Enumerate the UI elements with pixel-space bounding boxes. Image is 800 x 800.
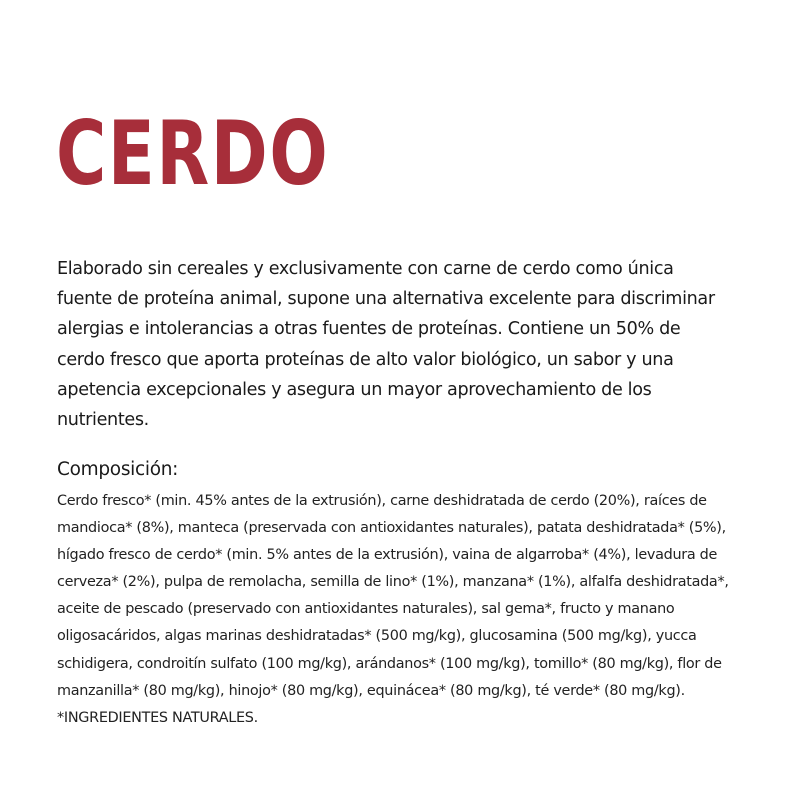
- intro-line: cerdo fresco que aporta proteínas de alto valor biológico, un sabor y una: [57, 349, 674, 370]
- composition-heading: Composición:: [57, 459, 179, 480]
- intro-line: Elaborado sin cereales y exclusivamente con carne de cerdo como única: [57, 259, 674, 279]
- intro-line: nutrientes.: [57, 410, 149, 431]
- intro-paragraph: [57, 254, 757, 435]
- natural-ingredients-note: *INGREDIENTES NATURALES.: [57, 709, 258, 726]
- composition-text: [57, 488, 757, 732]
- intro-line: fuente de proteína animal, supone una alternativa excelente para discriminar: [57, 289, 715, 310]
- composition-line: aceite de pescado (preservado con antioxidantes naturales), sal gema*, fructo y manano: [57, 601, 675, 618]
- intro-line: apetencia excepcionales y asegura un mayor aprovechamiento de los: [57, 379, 652, 400]
- composition-line: cerveza* (2%), pulpa de remolacha, semilla de lino* (1%), manzana* (1%), alfalfa deshidratada*,: [57, 574, 729, 591]
- intro-line: alergias e intolerancias a otras fuentes de proteínas. Contiene un 50% de: [57, 319, 681, 340]
- composition-line: schidigera, condroitín sulfato (100 mg/kg), arándanos* (100 mg/kg), tomillo* (80 mg/kg), flor de: [57, 655, 722, 672]
- composition-line: manzanilla* (80 mg/kg), hinojo* (80 mg/kg), equinácea* (80 mg/kg), té verde* (80 mg/kg).: [57, 682, 685, 699]
- page-title: CERDO: [56, 102, 330, 205]
- composition-line: Cerdo fresco* (min. 45% antes de la extrusión), carne deshidratada de cerdo (20%), raíces de: [57, 493, 707, 509]
- composition-line: hígado fresco de cerdo* (min. 5% antes de la extrusión), vaina de algarroba* (4%), levadura de: [57, 547, 718, 564]
- composition-line: mandioca* (8%), manteca (preservada con antioxidantes naturales), patata deshidratada* (5%),: [57, 520, 726, 537]
- composition-line: oligosacáridos, algas marinas deshidratadas* (500 mg/kg), glucosamina (500 mg/kg), yucca: [57, 628, 697, 645]
